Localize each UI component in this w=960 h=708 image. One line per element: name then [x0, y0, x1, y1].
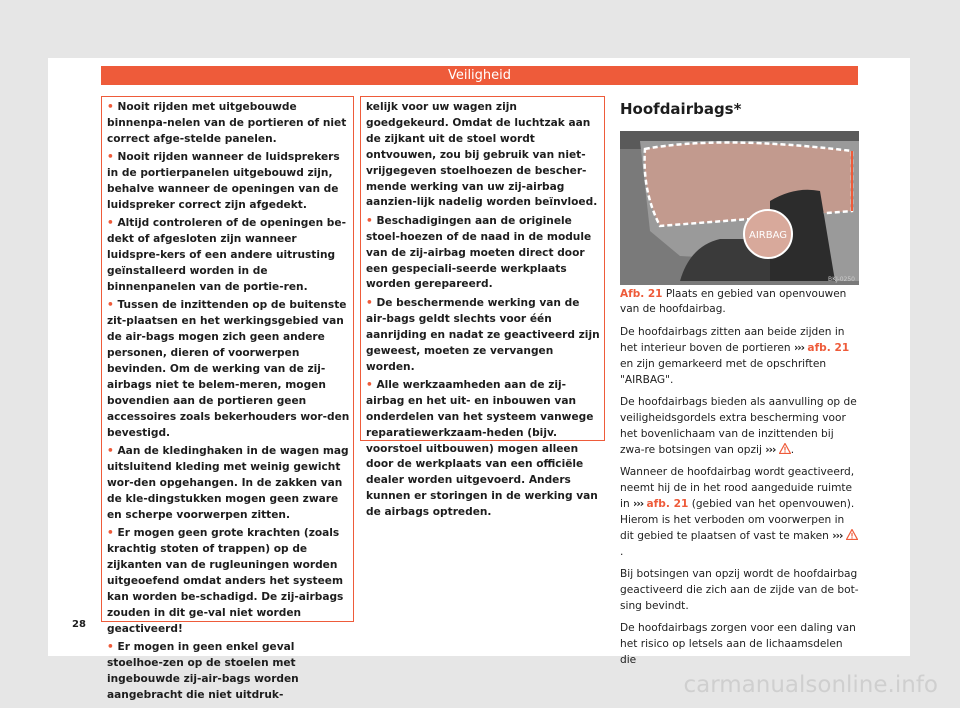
caption-text: Plaats en gebied van openvouwen van de hoofdairbag.	[620, 288, 847, 315]
section-header: Veiligheid	[101, 66, 858, 85]
bullet-text: Er mogen geen grote krachten (zoals krachtig stoten of trappen) op de zijkanten van de rugleuningen worden uitgeoefend omdat anders het systeem kan worden be-schadigd. De zij-airbags zouden in dit ge-val niet worden geactiveerd!	[107, 527, 344, 635]
warning-bullet-item	[107, 526, 350, 637]
figure-link[interactable]: afb. 21	[646, 498, 689, 511]
bullet-icon: •	[107, 527, 118, 540]
warning-triangle-icon[interactable]	[846, 529, 858, 540]
warning-continuation: kelijk voor uw wagen zijn goedgekeurd. Omdat de luchtzak aan de zijkant uit de stoel wordt ontvouwen, zou bij gebruik van niet-vrijgegeven stoelhoezen de bescher-mende werking van uw zij-airbag aanzien-lijk nadelig worden beïnvloed.	[366, 101, 598, 209]
paragraph-4: Bij botsingen van opzij wordt de hoofdairbag geactiveerd die zich aan de zijde van de bot-sing bevindt.	[620, 568, 859, 612]
section-title: Hoofdairbags*	[620, 100, 742, 118]
warning-bullet-item	[107, 444, 350, 524]
ref-arrow: ›››	[793, 341, 805, 354]
warning-bullet-item	[366, 214, 600, 294]
bullet-icon: •	[366, 214, 377, 227]
ref-arrow: ›››	[633, 498, 644, 511]
watermark: carmanualsonline.info	[683, 672, 938, 698]
airbag-illustration	[620, 131, 859, 285]
bullet-text: Nooit rijden met uitgebouwde binnenpa-nelen van de portieren of niet correct afge-stelde panelen.	[107, 101, 347, 145]
ref-arrow: ›››	[832, 529, 843, 542]
warning-column-1	[107, 100, 350, 706]
bullet-text: Nooit rijden wanneer de luidsprekers in de portierpanelen uitgebouwd zijn, behalve wanneer de openingen van de luidspreker correct zijn afgedekt.	[107, 151, 340, 211]
figure-caption	[620, 287, 859, 316]
page-number: 28	[72, 619, 86, 630]
bullet-icon: •	[366, 378, 377, 391]
warning-bullet-item	[107, 216, 350, 296]
bullet-icon: •	[107, 445, 118, 458]
warning-bullet-item	[107, 150, 350, 214]
bullet-text: De beschermende werking van de air-bags geldt slechts voor één aanrijding en nadat ze geactiveerd zijn geweest, moeten ze vervangen worden.	[366, 296, 600, 373]
paragraph-2: De hoofdairbags bieden als aanvulling op de veiligheidsgordels extra bescherming voor het bovenlichaam van de inzittenden bij zwa-re botsingen van opzij ››› .	[620, 396, 857, 456]
bullet-icon: •	[107, 217, 118, 230]
caption-label: Afb. 21	[620, 288, 663, 300]
bullet-icon: •	[366, 296, 377, 309]
bullet-text: Altijd controleren of de openingen be-dekt of afgesloten zijn wanneer luidspre-kers of een andere uitrusting geïnstalleerd worden in de binnenpanelen van de portie-ren.	[107, 217, 346, 293]
bullet-text: Er mogen in geen enkel geval stoelhoe-zen op de stoelen met ingebouwde zij-air-bags worden aangebracht die niet uitdruk-	[107, 640, 299, 701]
bullet-icon: •	[107, 299, 118, 312]
bullet-text: Beschadigingen aan de originele stoel-hoezen of de naad in de module van de zij-airbag moeten direct door een gespeciali-seerde werkplaats worden gerepareerd.	[366, 214, 592, 291]
body-column-3	[620, 325, 859, 676]
warning-bullet-item	[107, 298, 350, 441]
paragraph-5: De hoofdairbags zorgen voor een daling van het risico op letsels aan de lichaamsdelen die	[620, 622, 856, 667]
airbag-figure	[620, 131, 859, 285]
figure-code: BKJ-0250	[827, 276, 855, 283]
warning-triangle-icon[interactable]	[779, 443, 791, 454]
bullet-text: Aan de kledinghaken in de wagen mag uitsluitend kleding met weinig gewicht wor-den opgehangen. In de zakken van de kle-dingstukken mogen geen zware en scherpe voorwerpen zitten.	[107, 445, 349, 521]
warning-bullet-item	[107, 640, 350, 704]
paragraph-1: De hoofdairbags zitten aan beide zijden in het interieur boven de portieren ››› afb. 21 en zijn gemarkeerd met de opschriften "AIRBAG".	[620, 326, 850, 386]
warning-bullet-item	[366, 378, 600, 521]
bullet-icon: •	[107, 101, 118, 113]
paragraph-3: Wanneer de hoofdairbag wordt geactiveerd, neemt hij de in het rood aangeduide ruimte in ››› afb. 21 (gebied van het openvouwen). Hierom is het verboden om voorwerpen in dit gebied te plaatsen of vast te maken ››› .	[620, 465, 859, 560]
bullet-icon: •	[107, 151, 118, 164]
warning-bullet-item	[366, 296, 600, 376]
ref-arrow: ›››	[765, 443, 776, 456]
warning-column-2	[366, 100, 600, 524]
bullet-text: Tussen de inzittenden op de buitenste zit-plaatsen en het werkingsgebied van de air-bags mogen zich geen andere personen, dieren of voorwerpen bevinden. Om de werking van de zij-airbags niet te belem-meren, mogen bovendien aan de portieren geen accessoires zoals bekerhouders wor-den bevestigd.	[107, 299, 350, 439]
bullet-text: Alle werkzaamheden aan de zij-airbag en het uit- en inbouwen van onderdelen van het systeem vanwege reparatiewerkzaam-heden (bijv. voorstoel uitbouwen) mogen alleen door de werkplaats van een officiële dealer worden uitgevoerd. Anders kunnen er storingen in de werking van de airbags optreden.	[366, 378, 598, 519]
airbag-label: AIRBAG	[748, 230, 788, 241]
warning-bullet-item	[107, 100, 350, 148]
bullet-icon: •	[107, 640, 118, 653]
figure-link[interactable]: afb. 21	[807, 341, 850, 354]
